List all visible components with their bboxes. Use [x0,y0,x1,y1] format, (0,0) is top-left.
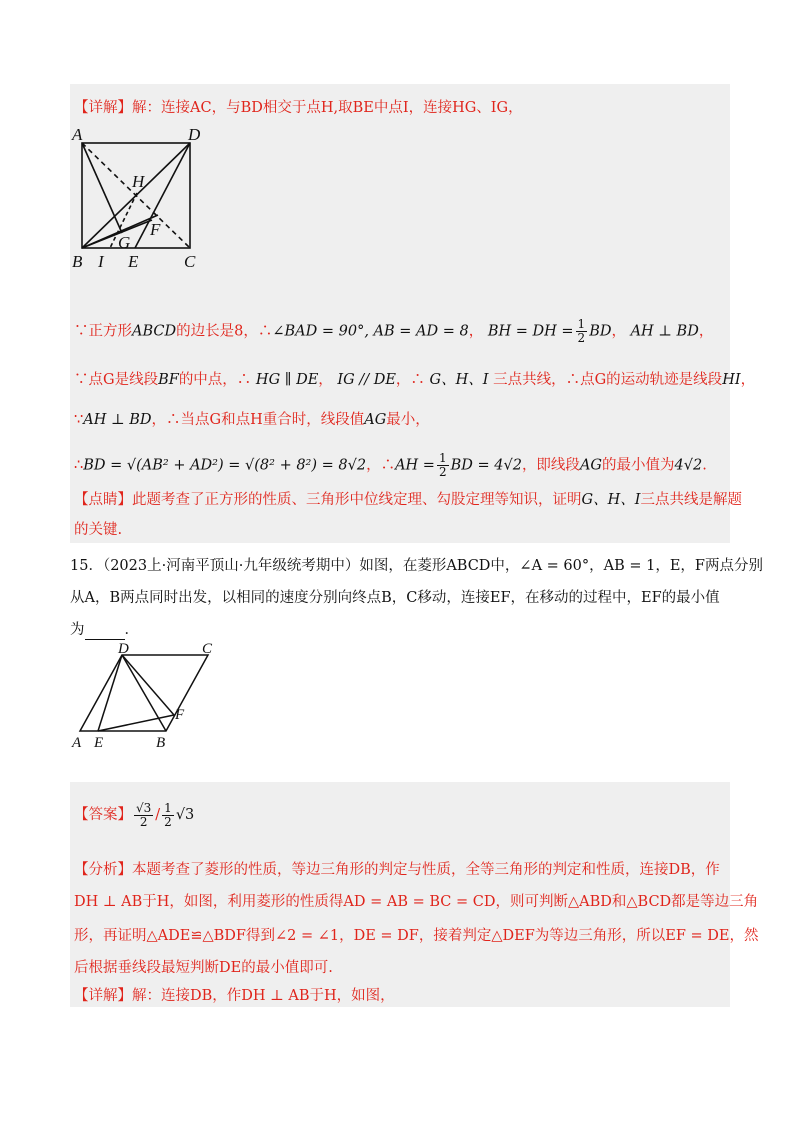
label-A: A [72,125,83,144]
detail-tag-2: 【详解】 [74,988,132,1004]
segment-ag [82,143,122,233]
proof-line-1: ∵正方形ABCD的边长是8，∴∠BAD = 90°, AB = AD = 8， BH = DH = $\frac{1}{2}$ BD， AH ⊥ BD， [74,317,714,345]
label-A2: A [72,735,82,751]
segment-df [122,655,174,715]
label-D: D [188,125,201,144]
detail-line-1 [74,98,523,118]
analysis-line-4: 后根据垂线段最短判断DE的最小值即可. [74,960,333,976]
fraction-half: $\frac{1}{2}$ [577,317,586,345]
label-C2: C [202,643,213,657]
problem15-line-1: 15．（2023上·河南平顶山·九年级统考期中）如图，在菱形ABCD中，∠A = 60°，AB = 1，E，F两点分别 [70,558,763,574]
proof-line-4: ∴BD = √(AB² + AD²) = √(8² + 8²) = 8√2，∴AH = $\frac{1}{2}$ BD = 4√2，即线段AG的最小值为4√2. [74,451,707,479]
label-C: C [184,252,196,271]
analysis-line-3: 形，再证明△ADE≌△BDF得到∠2 = ∠1，DE = DF，接着判定△DEF为等边三角形，所以EF = DE，然 [74,928,759,944]
analysis-line-1: 【分析】本题考查了菱形的性质，等边三角形的判定与性质，全等三角形的判定和性质，连接DB，作 [74,862,720,878]
answer-tag: 【答案】 [74,807,132,823]
analysis-line-2: DH ⊥ AB于H，如图，利用菱形的性质得AD = AB = BC = CD，则可判断△ABD和△BCD都是等边三角 [74,894,759,910]
label-G: G [118,233,131,252]
label-E: E [128,252,139,271]
label-E2: E [94,735,104,751]
proof-line-3: ∵AH ⊥ BD，∴当点G和点H重合时，线段值AG最小， [74,412,430,428]
comment-line-1: 【点睛】此题考查了正方形的性质、三角形中位线定理、勾股定理等知识，证明G、H、I三点共线是解题 [74,492,742,508]
label-H: H [132,172,145,191]
rhombus-figure [68,643,228,753]
label-I: I [98,252,104,271]
label-B: B [72,252,83,271]
detail-text: 解：连接AC，与BD相交于点H,取BE中点I，连接HG、IG， [132,100,523,116]
label-F2: F [175,707,185,723]
comment-line-2: 的关键. [74,522,123,538]
label-B2: B [156,735,166,751]
answer-fraction-1: $\frac{√3}{2}$ [136,800,152,829]
problem15-line-2: 从A，B两点同时出发，以相同的速度分别向终点B，C移动，连接EF，在移动的过程中，EF的最小值 [70,590,720,606]
answer-line: 【答案】 $\frac{√3}{2}$ / $\frac{1}{2}$ √3 [74,800,195,829]
answer-blank [85,625,125,640]
diagonal-db [122,655,166,731]
square-figure [70,125,210,275]
label-F: F [150,220,161,239]
proof-line-2: ∵点G是线段BF的中点，∴ HG ∥ DE， IG // DE，∴ G、H、I 三点共线，∴点G的运动轨迹是线段HI， [74,372,756,388]
analysis-tag: 【分析】 [74,862,132,878]
label-D2: D [118,643,129,657]
answer-fraction-2: $\frac{1}{2}$ [164,800,172,829]
segment-ef [98,715,174,731]
detail-line-2: 【详解】解：连接DB，作DH ⊥ AB于H，如图， [74,988,395,1004]
comment-tag: 【点睛】 [74,492,132,508]
fraction-half-2: $\frac{1}{2}$ [438,451,447,479]
problem15-line-3: 为 ． [70,622,139,638]
segment-be-d [135,143,190,248]
detail-tag: 【详解】 [74,100,132,116]
answer-slash: / [155,807,161,823]
